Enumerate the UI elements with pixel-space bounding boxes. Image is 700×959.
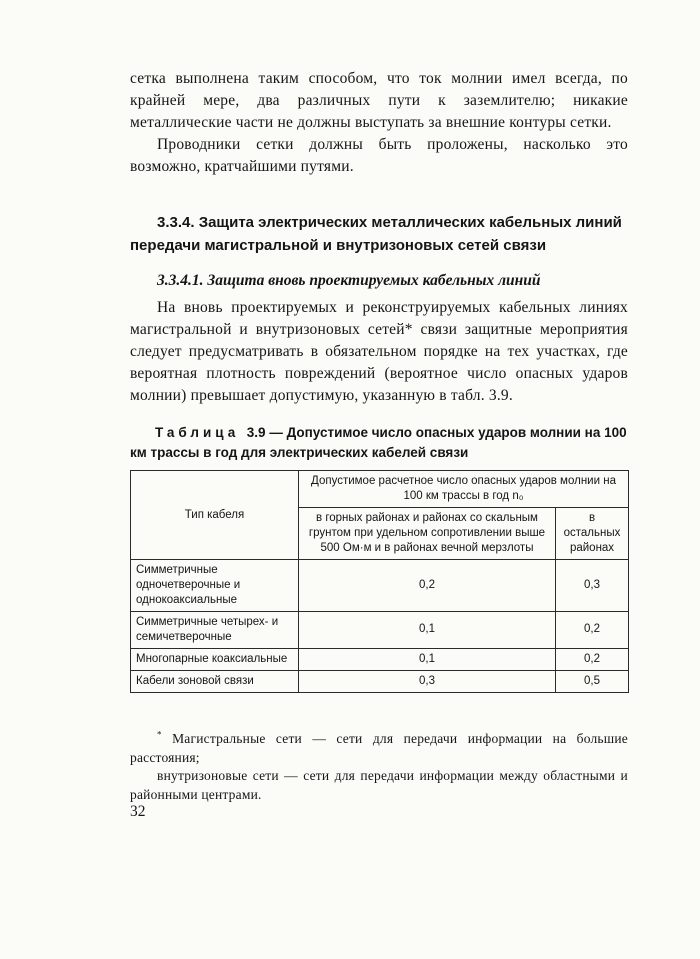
table-caption-number: 3.9 <box>246 425 266 441</box>
footnote-line-2 <box>130 767 628 804</box>
footnote-marker: * <box>157 729 162 740</box>
header-mountain-regions: в горных районах и районах со скальным грунтом при удельном сопротивлении выше 500 Ом·м и в районах вечной мерзлоты <box>299 508 556 560</box>
header-group: Допустимое расчетное число опасных ударов молнии на 100 км трассы в год n₀ <box>299 471 629 508</box>
lightning-strikes-table <box>130 470 629 692</box>
value-mountain-cell: 0,1 <box>299 611 556 648</box>
value-other-cell: 0,2 <box>556 611 629 648</box>
page-content <box>130 68 628 693</box>
header-cable-type: Тип кабеля <box>131 471 299 560</box>
table-row <box>131 559 629 611</box>
value-mountain-cell: 0,2 <box>299 559 556 611</box>
section-heading: 3.3.4. Защита электрических металлических кабельных линий передачи магистральной и внутризоновых сетей связи <box>130 214 622 254</box>
page-number: 32 <box>130 803 146 820</box>
subsection-heading: 3.3.4.1. Защита вновь проектируемых кабельных линий <box>157 272 541 289</box>
table-row <box>131 648 629 670</box>
cable-type-cell: Многопарные коаксиальные <box>131 648 299 670</box>
cable-type-cell: Симметричные одночетверочные и однокоаксиальные <box>131 559 299 611</box>
value-mountain-cell: 0,1 <box>299 648 556 670</box>
table-row <box>131 611 629 648</box>
value-other-cell: 0,2 <box>556 648 629 670</box>
cable-type-cell: Кабели зоновой связи <box>131 670 299 692</box>
value-other-cell: 0,5 <box>556 670 629 692</box>
footnote-text-2: внутризоновые сети — сети для передачи информации между областными и районными центрами. <box>130 768 628 802</box>
paragraph-conductors: Проводники сетки должны быть проложены, насколько это возможно, кратчайшими путями. <box>130 136 628 175</box>
table-caption <box>130 423 628 462</box>
table-caption-dash: — <box>269 425 283 441</box>
value-other-cell: 0,3 <box>556 559 629 611</box>
table-caption-word: Таблица <box>155 425 240 441</box>
footnote-line-1 <box>130 730 628 767</box>
table-header-row-1 <box>131 471 629 508</box>
paragraph-section-body: На вновь проектируемых и реконструируемых кабельных линиях магистральной и внутризоновых сетей* связи защитные мероприятия следует предусматривать в обязательном порядке на тех участках, где вероятная плотность повреждений (вероятное число опасных ударов молнии) превышает допустимую, указанную в табл. 3.9. <box>130 299 628 405</box>
value-mountain-cell: 0,3 <box>299 670 556 692</box>
paragraph-grid-continuation: сетка выполнена таким способом, что ток молнии имел всегда, по крайней мере, два различных пути к заземлителю; никакие металлические части не должны выступать за внешние контуры сетки. <box>130 70 628 131</box>
cable-type-cell: Симметричные четырех- и семичетверочные <box>131 611 299 648</box>
footnote <box>130 730 628 805</box>
table-caption-text: Допустимое число опасных ударов молнии на 100 км трассы в год для электрических кабелей связи <box>130 425 627 460</box>
table-row <box>131 670 629 692</box>
header-other-regions: в остальных районах <box>556 508 629 560</box>
footnote-text-1: Магистральные сети — сети для передачи информации на большие расстояния; <box>130 731 628 765</box>
